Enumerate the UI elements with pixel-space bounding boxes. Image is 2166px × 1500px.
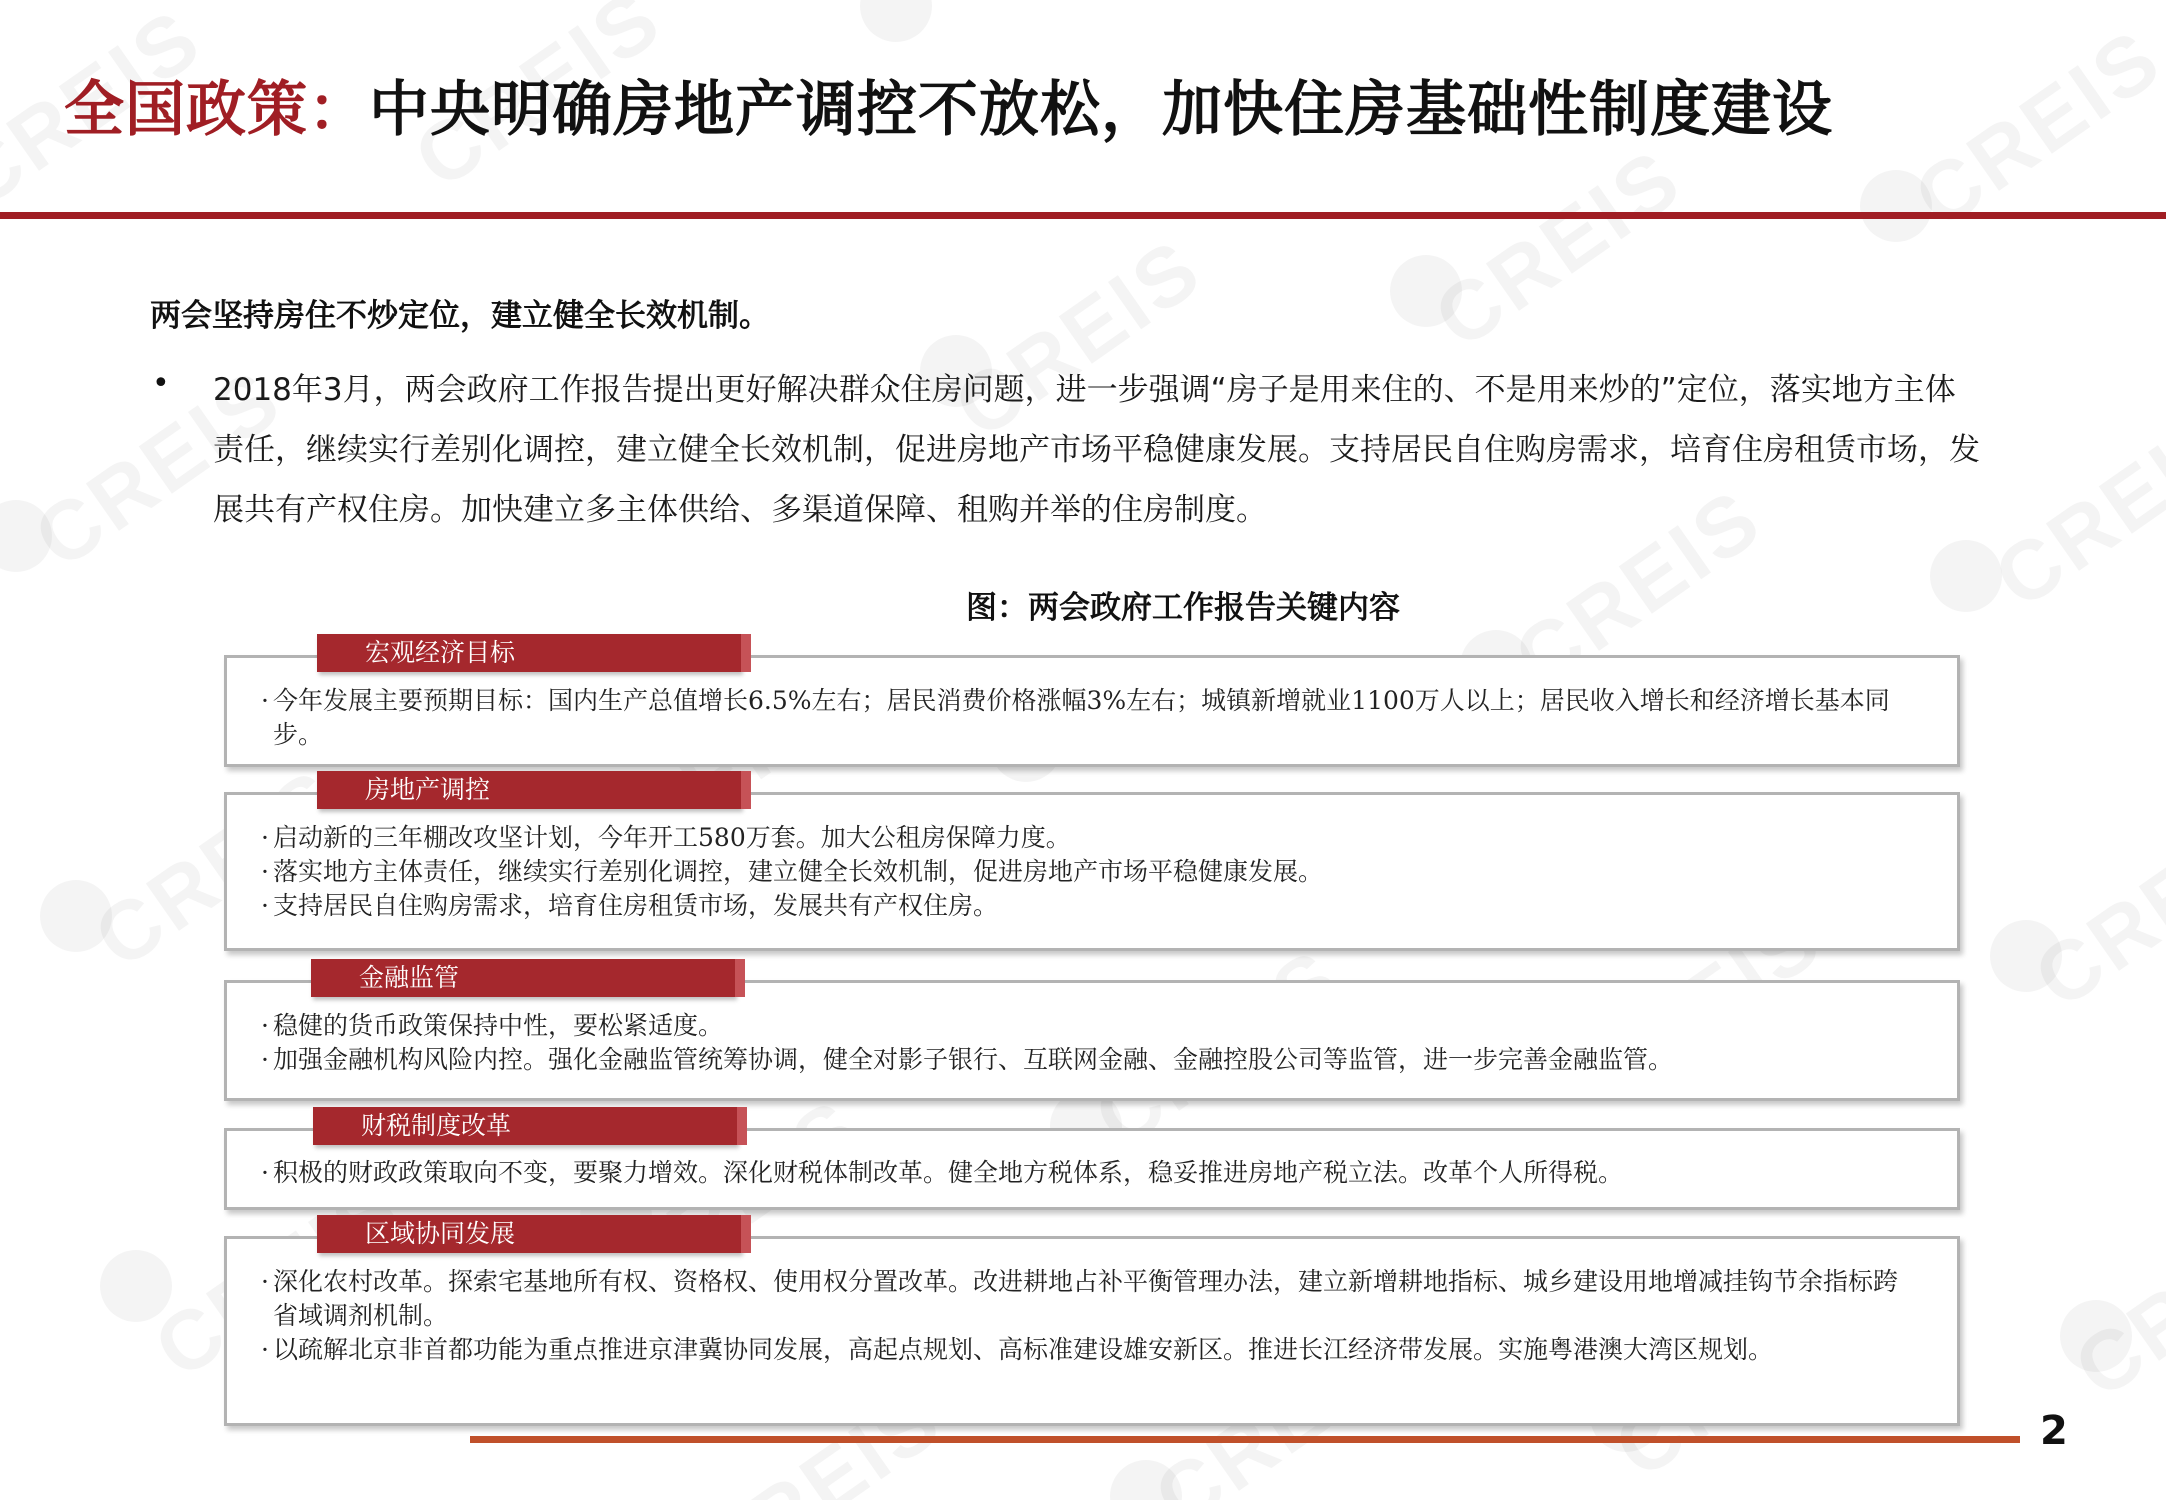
- bullet-icon: ·: [261, 1158, 269, 1187]
- list-item: · 深化农村改革。探索宅基地所有权、资格权、使用权分置改革。改进耕地占补平衡管理办法，建立新增耕地指标、城乡建设用地增减挂钩节余指标跨省域调剂机制。: [261, 1265, 1915, 1333]
- watermark-logo: [1390, 255, 1462, 327]
- figure-caption: 图：两会政府工作报告关键内容: [966, 590, 1400, 626]
- panel-tab-label: 金融监管: [311, 959, 735, 997]
- bullet-icon: ·: [261, 823, 269, 852]
- list-item: · 落实地方主体责任，继续实行差别化调控，建立健全长效机制，促进房地产市场平稳健康发展。: [261, 855, 1915, 889]
- bullet-icon: ·: [261, 1011, 269, 1040]
- list-item: · 稳健的货币政策保持中性，要松紧适度。: [261, 1009, 1915, 1043]
- watermark-text: [2017, 789, 2166, 1027]
- watermark-logo: [100, 1250, 172, 1322]
- watermark-logo: [1860, 170, 1932, 242]
- footer-divider: [470, 1436, 2020, 1443]
- list-item: · 加强金融机构风险内控。强化金融监管统筹协调，健全对影子银行、互联网金融、金融控股公司等监管，进一步完善金融监管。: [261, 1043, 1915, 1077]
- page-number: 2: [2040, 1408, 2068, 1454]
- list-item: · 支持居民自住购房需求，培育住房租赁市场，发展共有产权住房。: [261, 889, 1915, 923]
- bullet-icon: ·: [261, 1267, 269, 1296]
- intro-paragraph: 2018年3月，两会政府工作报告提出更好解决群众住房问题，进一步强调“房子是用来住的、不是用来炒的”定位，落实地方主体责任，继续实行差别化调控，建立健全长效机制，促进房地产市场平稳健康发展。支持居民自住购房需求，培育住房租赁市场，发展共有产权住房。加快建立多主体供给、多渠道保障、租购并举的住房制度。: [213, 372, 1980, 528]
- bullet-icon: ·: [261, 857, 269, 886]
- panel-body: [227, 983, 1957, 1077]
- title-divider: [0, 212, 2166, 219]
- panel-real-estate-regulation: [224, 775, 1960, 951]
- watermark-logo: [0, 500, 52, 572]
- panel-tab-label: 房地产调控: [317, 771, 741, 809]
- page-title: [64, 62, 1833, 148]
- panel-body: [227, 795, 1957, 923]
- panel-tab-label: 财税制度改革: [313, 1107, 737, 1145]
- panel-body: [227, 1239, 1957, 1367]
- page-title-rest: 中央明确房地产调控不放松，加快住房基础性制度建设: [369, 75, 1833, 145]
- panel-tab-label: 区域协同发展: [317, 1215, 741, 1253]
- panel-financial-regulation: [224, 963, 1960, 1101]
- watermark-text: [2057, 1179, 2166, 1417]
- bullet-icon: ·: [261, 1045, 269, 1074]
- watermark-text: [1417, 129, 1699, 367]
- bullet-icon: •: [152, 366, 170, 401]
- panel-tab-label: 宏观经济目标: [317, 634, 741, 672]
- page-title-lead: 全国政策：: [64, 75, 369, 145]
- panel-fiscal-tax-reform: [224, 1111, 1960, 1210]
- watermark-logo: [860, 0, 932, 42]
- panel-body: [227, 658, 1957, 752]
- panel-regional-development: [224, 1219, 1960, 1426]
- section-subhead: 两会坚持房住不炒定位，建立健全长效机制。: [150, 298, 770, 334]
- watermark-logo: [2060, 1300, 2132, 1372]
- bullet-icon: ·: [261, 686, 269, 715]
- bullet-icon: ·: [261, 1335, 269, 1364]
- list-item: · 以疏解北京非首都功能为重点推进京津冀协同发展，高起点规划、高标准建设雄安新区。推进长江经济带发展。实施粤港澳大湾区规划。: [261, 1333, 1915, 1367]
- watermark-logo: [1110, 1460, 1182, 1500]
- watermark-logo: [1990, 920, 2062, 992]
- panel-macro-economy: [224, 638, 1960, 767]
- list-item: · 启动新的三年棚改攻坚计划，今年开工580万套。加大公租房保障力度。: [261, 821, 1915, 855]
- list-item: · 今年发展主要预期目标：国内生产总值增长6.5%左右；居民消费价格涨幅3%左右；城镇新增就业1100万人以上；居民收入增长和经济增长基本同步。: [261, 684, 1915, 752]
- watermark-logo: [40, 880, 112, 952]
- bullet-icon: ·: [261, 891, 269, 920]
- list-item: · 积极的财政政策取向不变，要聚力增效。深化财税体制改革。健全地方税体系，稳妥推进房地产税立法。改革个人所得税。: [261, 1156, 1915, 1190]
